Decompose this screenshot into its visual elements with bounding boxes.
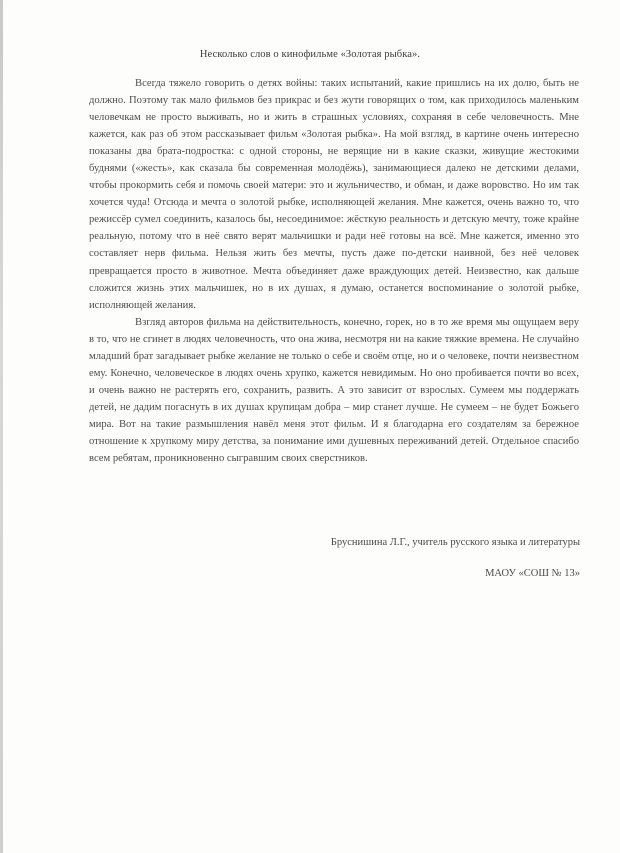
paragraph: Всегда тяжело говорить о детях войны: таких испытаний, какие пришлись на их долю, быть не должно. Поэтому так мало фильмов без прикрас и без жути говорящих о том, как приходилось маленьким человечкам не просто выживать, но и жить в страшных условиях, сохраняя в себе человечность. Мне кажется, как раз об этом рассказывает фильм «Золотая рыбка». На мой взгляд, в картине очень интересно показаны два брата-подростка: с одной стороны, не верящие ни в какие сказки, живущие жестокими буднями («жесть», как сказала бы современная молодёжь), занимающиеся далеко не детскими делами, чтобы прокормить себя и помочь своей матери: это и жульничество, и обман, и даже воровство. Но им так хочется чуда! Отсюда и мечта о золотой рыбке, исполняющей желания. Мне кажется, очень важно то, что режиссёр сумел соединить, казалось бы, несоединимое: жёсткую реальность и детскую мечту, тоже крайне реальную, потому что в неё свято верят мальчишки и ради неё готовы на всё. Мне кажется, именно это составляет нерв фильма. Нельзя жить без мечты, пусть даже по-детски наивной, без неё человек превращается просто в животное. Мечта объединяет даже враждующих детей. Неизвестно, как дальше сложится жизнь этих мальчишек, но в их душах, я думаю, останется воспоминание о золотой рыбке, исполняющей желания.: [89, 78, 579, 311]
document-body: [89, 75, 579, 467]
document-title: Несколько слов о кинофильме «Золотая рыбка».: [199, 49, 421, 60]
school-line: МАОУ «СОШ № 13»: [485, 568, 580, 579]
author-line: Бруснишина Л.Г., учитель русского языка и литературы: [330, 537, 580, 548]
paragraph: Взгляд авторов фильма на действительность, конечно, горек, но в то же время мы ощущаем веру в то, что не сгинет в людях человечность, что она жива, несмотря ни на какие тяжкие времена. Не случайно младший брат загадывает рыбке желание не только о себе и своём отце, но и о человеке, почти неизвестном ему. Конечно, человеческое в людях очень хрупко, кажется невидимым. Но оно пробивается почти во всех, и очень важно не растерять его, сохранить, развить. А это зависит от взрослых. Сумеем мы поддержать детей, не дадим погаснуть в их душах крупицам добра – мир станет лучше. Не сумеем – не будет Божьего мира. Вот на такие размышления навёл меня этот фильм. И я благодарна его создателям за бережное отношение к хрупкому миру детства, за понимание ими душевных переживаний детей. Отдельное спасибо всем ребятам, проникновенно сыгравшим своих сверстников.: [89, 316, 579, 465]
signature-block: [180, 536, 580, 581]
